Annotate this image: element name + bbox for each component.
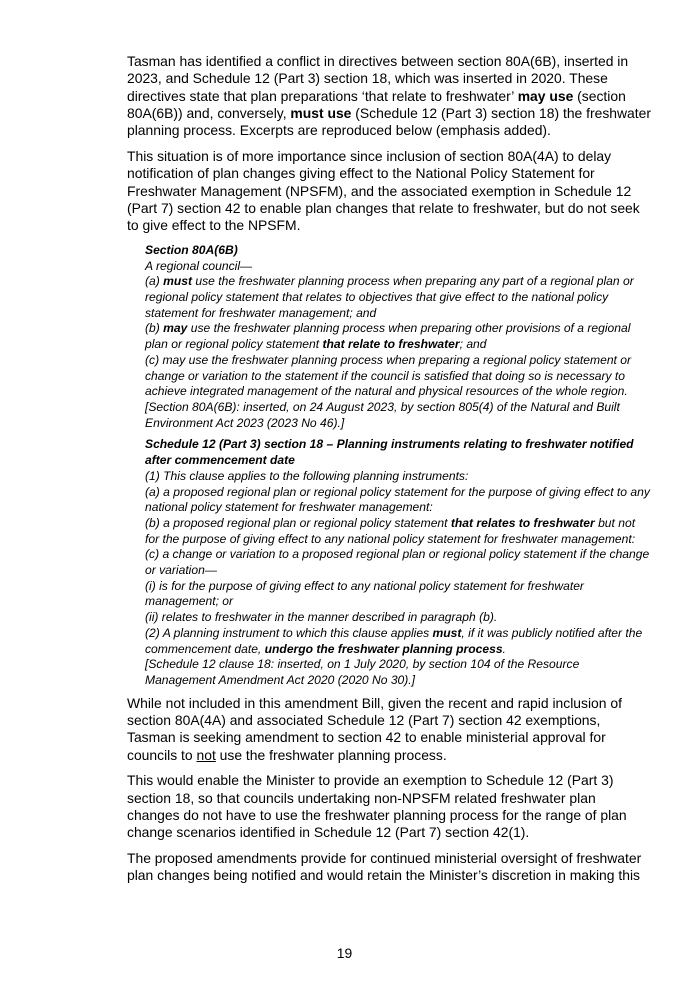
page-content <box>127 53 652 893</box>
quote-line: (ii) relates to freshwater in the manner described in paragraph (b). <box>145 610 498 625</box>
quote-line: A regional council— <box>145 258 253 273</box>
quote-note: [Schedule 12 clause 18: inserted, on 1 July 2020, by section 104 of the Resource Management Amendment Act 2020 (2020 No 30).] <box>145 657 580 687</box>
quote-line: (2) A planning instrument to which this clause applies must, if it was publicly notified after the commencement date, undergo the freshwater planning process. <box>145 625 643 656</box>
quote-line: (c) may use the freshwater planning process when preparing a regional policy statement or change or variation to the statement if the council is satisfied that doing so is necessary to achieve integrated management of the natural and physical resources of the whole region. <box>145 352 632 399</box>
quote-line: (c) a change or variation to a proposed regional plan or regional policy statement if the change or variation— <box>145 547 650 578</box>
paragraph-situation: This situation is of more importance since inclusion of section 80A(4A) to delay notification of plan changes giving effect to the National Policy Statement for Freshwater Management (NPSFM), and the associated exemption in Schedule 12 (Part 7) section 42 to enable plan changes that relate to freshwater, but do not seek to give effect to the NPSFM. <box>127 147 640 234</box>
quote-line: (b) a proposed regional plan or regional policy statement that relates to freshwater but not for the purpose of giving effect to any national policy statement for freshwater management: <box>145 515 636 546</box>
quote-schedule-12-section-18 <box>145 437 652 688</box>
paragraph-amendment-request: While not included in this amendment Bill, given the recent and rapid inclusion of section 80A(4A) and associated Schedule 12 (Part 7) section 42 exemptions, Tasman is seeking amendment to section 42 to enable ministerial approval for councils to not use the freshwater planning process. <box>127 694 622 763</box>
paragraph-ministerial-oversight: The proposed amendments provide for continued ministerial oversight of freshwater plan changes being notified and would retain the Minister’s discretion in making this <box>127 850 642 884</box>
quote-heading: Schedule 12 (Part 3) section 18 – Planning instruments relating to freshwater notified after commencement date <box>145 437 634 468</box>
quote-heading: Section 80A(6B) <box>145 242 238 257</box>
quote-line: (b) may use the freshwater planning process when preparing other provisions of a regional plan or regional policy statement that relate to freshwater; and <box>145 321 631 352</box>
quote-section-80a6b <box>145 243 652 431</box>
quote-line: (i) is for the purpose of giving effect to any national policy statement for freshwater management; or <box>145 578 584 609</box>
quote-line: (1) This clause applies to the following planning instruments: <box>145 468 469 483</box>
page-number: 19 <box>336 945 353 961</box>
quote-note: [Section 80A(6B): inserted, on 24 August 2023, by section 805(4) of the Natural and Built Environment Act 2023 (2023 No 46).] <box>145 400 620 430</box>
quote-line: (a) must use the freshwater planning process when preparing any part of a regional plan or regional policy statement that relates to objectives that give effect to the national policy statement for freshwater management; and <box>145 274 634 320</box>
quote-line: (a) a proposed regional plan or regional policy statement for the purpose of giving effect to any national policy statement for freshwater management: <box>145 484 650 515</box>
paragraph-minister-exemption: This would enable the Minister to provide an exemption to Schedule 12 (Part 3) section 18, so that councils undertaking non-NPSFM related freshwater plan changes do not have to use the freshwater planning process for the range of plan change scenarios identified in Schedule 12 (Part 7) section 42(1). <box>127 772 627 841</box>
paragraph-conflict: Tasman has identified a conflict in directives between section 80A(6B), inserted in 2023, and Schedule 12 (Part 3) section 18, which was inserted in 2020. These directives state that plan preparations ‘that relate to freshwater’ may use (section 80A(6B)) and, conversely, must use (Schedule 12 (Part 3) section 18) the freshwater planning process. Excerpts are reproduced below (emphasis added). <box>127 53 651 139</box>
